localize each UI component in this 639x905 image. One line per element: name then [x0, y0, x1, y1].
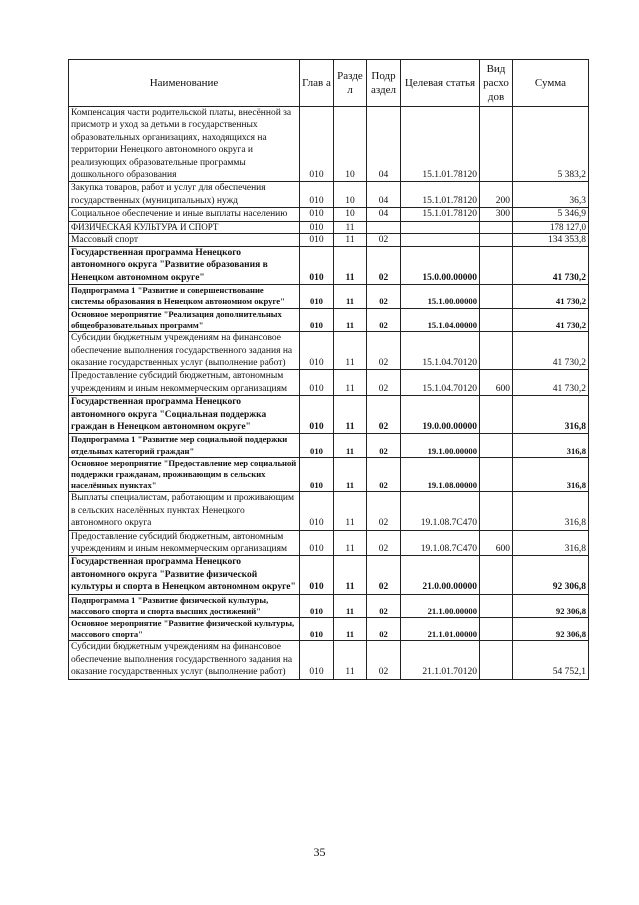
cell-glava: 010 [300, 594, 334, 617]
cell-vid [480, 457, 513, 492]
cell-name: Предоставление субсидий бюджетным, автономным учреждениям и иным некоммерческим организациям [69, 530, 300, 556]
cell-name: Выплаты специалистам, работающим и проживающим в сельских населённых пунктах Ненецкого автономного округа [69, 492, 300, 530]
table-row [69, 182, 589, 208]
cell-vid [480, 332, 513, 370]
cell-name: Подпрограмма 1 "Развитие и совершенствование системы образования в Ненецком автономном округе" [69, 285, 300, 308]
table-row [69, 618, 589, 641]
page-number: 35 [313, 845, 326, 859]
cell-vid [480, 396, 513, 434]
cell-vid [480, 556, 513, 594]
cell-target: 15.1.00.00000 [401, 285, 480, 308]
header-target: Целевая статья [401, 60, 480, 107]
cell-podrazdel: 02 [367, 492, 401, 530]
cell-vid [480, 594, 513, 617]
cell-name: Государственная программа Ненецкого автономного округа "Развитие образования в Ненецком автономном округе" [69, 247, 300, 285]
cell-target: 15.1.04.00000 [401, 308, 480, 331]
cell-glava: 010 [300, 332, 334, 370]
table-row [69, 308, 589, 331]
cell-sum: 54 752,1 [513, 641, 589, 679]
cell-glava: 010 [300, 308, 334, 331]
cell-vid: 600 [480, 370, 513, 396]
cell-glava: 010 [300, 434, 334, 457]
cell-sum: 41 730,2 [513, 285, 589, 308]
table-row [69, 247, 589, 285]
cell-glava: 010 [300, 370, 334, 396]
cell-target: 15.1.01.78120 [401, 182, 480, 208]
cell-sum: 41 730,2 [513, 370, 589, 396]
cell-sum: 316,8 [513, 396, 589, 434]
cell-vid [480, 618, 513, 641]
cell-name: Государственная программа Ненецкого автономного округа "Развитие физической культуры и спорта в Ненецком автономном округе" [69, 556, 300, 594]
cell-name: Основное мероприятие "Развитие физической культуры, массового спорта" [69, 618, 300, 641]
cell-glava: 010 [300, 641, 334, 679]
cell-vid: 200 [480, 182, 513, 208]
cell-target: 19.0.00.00000 [401, 396, 480, 434]
cell-razdel: 11 [334, 370, 367, 396]
table-row [69, 370, 589, 396]
cell-glava: 010 [300, 492, 334, 530]
cell-vid: 300 [480, 208, 513, 221]
table-row [69, 556, 589, 594]
cell-target: 21.0.00.00000 [401, 556, 480, 594]
header-vid: Вид расхо дов [480, 60, 513, 107]
cell-target: 21.1.01.70120 [401, 641, 480, 679]
cell-sum: 41 730,2 [513, 247, 589, 285]
cell-razdel: 11 [334, 396, 367, 434]
cell-target: 21.1.01.00000 [401, 618, 480, 641]
cell-target: 21.1.00.00000 [401, 594, 480, 617]
cell-glava: 010 [300, 396, 334, 434]
cell-razdel: 11 [334, 618, 367, 641]
header-razdel: Разде л [334, 60, 367, 107]
cell-glava: 010 [300, 182, 334, 208]
table-row [69, 457, 589, 492]
cell-razdel: 11 [334, 530, 367, 556]
cell-podrazdel: 02 [367, 308, 401, 331]
cell-sum: 41 730,2 [513, 308, 589, 331]
table-row [69, 396, 589, 434]
cell-sum: 316,8 [513, 457, 589, 492]
cell-razdel: 11 [334, 221, 367, 233]
cell-sum: 92 306,8 [513, 618, 589, 641]
cell-razdel: 10 [334, 107, 367, 182]
cell-razdel: 10 [334, 182, 367, 208]
cell-vid [480, 434, 513, 457]
cell-vid: 600 [480, 530, 513, 556]
cell-podrazdel: 04 [367, 182, 401, 208]
cell-vid [480, 107, 513, 182]
cell-glava: 010 [300, 233, 334, 246]
cell-sum: 316,8 [513, 492, 589, 530]
cell-podrazdel [367, 221, 401, 233]
cell-razdel: 11 [334, 434, 367, 457]
header-sum: Сумма [513, 60, 589, 107]
table-row [69, 434, 589, 457]
cell-razdel: 11 [334, 641, 367, 679]
cell-name: Государственная программа Ненецкого автономного округа "Социальная поддержка граждан в Ненецком автономном округе" [69, 396, 300, 434]
table-row [69, 332, 589, 370]
cell-razdel: 11 [334, 247, 367, 285]
cell-target [401, 221, 480, 233]
cell-name: Подпрограмма 1 "Развитие мер социальной поддержки отдельных категорий граждан" [69, 434, 300, 457]
budget-table [68, 59, 589, 680]
cell-podrazdel: 04 [367, 107, 401, 182]
cell-podrazdel: 02 [367, 396, 401, 434]
cell-glava: 010 [300, 556, 334, 594]
cell-target: 19.1.08.7С470 [401, 530, 480, 556]
cell-podrazdel: 02 [367, 247, 401, 285]
table-row [69, 641, 589, 679]
cell-name: Субсидии бюджетным учреждениям на финансовое обеспечение выполнения государственного задания на оказание государственных услуг (выполнение работ) [69, 332, 300, 370]
cell-podrazdel: 04 [367, 208, 401, 221]
table-row [69, 208, 589, 221]
cell-podrazdel: 02 [367, 285, 401, 308]
cell-name: Социальное обеспечение и иные выплаты населению [69, 208, 300, 221]
cell-name: Компенсация части родительской платы, внесённой за присмотр и уход за детьми в государственных образовательных организациях, находящихся на территории Ненецкого автономного округа и реализующих образовательные программы дошкольного образования [69, 107, 300, 182]
cell-glava: 010 [300, 208, 334, 221]
header-glava: Глав а [300, 60, 334, 107]
table-row [69, 233, 589, 246]
cell-vid [480, 641, 513, 679]
cell-name: Закупка товаров, работ и услуг для обеспечения государственных (муниципальных) нужд [69, 182, 300, 208]
table-header-row [69, 60, 589, 107]
cell-sum: 92 306,8 [513, 556, 589, 594]
cell-razdel: 11 [334, 594, 367, 617]
cell-target: 19.1.08.7С470 [401, 492, 480, 530]
table-row [69, 594, 589, 617]
cell-vid [480, 285, 513, 308]
cell-target [401, 233, 480, 246]
cell-razdel: 11 [334, 556, 367, 594]
cell-target: 15.1.01.78120 [401, 107, 480, 182]
cell-razdel: 11 [334, 492, 367, 530]
cell-razdel: 11 [334, 332, 367, 370]
cell-name: Субсидии бюджетным учреждениям на финансовое обеспечение выполнения государственного задания на оказание государственных услуг (выполнение работ) [69, 641, 300, 679]
cell-sum: 92 306,8 [513, 594, 589, 617]
header-name: Наименование [69, 60, 300, 107]
table-row [69, 107, 589, 182]
cell-sum: 36,3 [513, 182, 589, 208]
cell-glava: 010 [300, 457, 334, 492]
cell-podrazdel: 02 [367, 556, 401, 594]
cell-sum: 5 346,9 [513, 208, 589, 221]
cell-glava: 010 [300, 530, 334, 556]
cell-glava: 010 [300, 107, 334, 182]
cell-razdel: 10 [334, 208, 367, 221]
cell-sum: 134 353,8 [513, 233, 589, 246]
cell-target: 19.1.00.00000 [401, 434, 480, 457]
cell-razdel: 11 [334, 285, 367, 308]
cell-sum: 5 383,2 [513, 107, 589, 182]
cell-name: Массовый спорт [69, 233, 300, 246]
cell-name: Предоставление субсидий бюджетным, автономным учреждениям и иным некоммерческим организациям [69, 370, 300, 396]
cell-podrazdel: 02 [367, 641, 401, 679]
cell-name: Подпрограмма 1 "Развитие физической культуры, массового спорта и спорта высших достижений" [69, 594, 300, 617]
cell-target: 15.1.04.70120 [401, 370, 480, 396]
cell-sum: 178 127,0 [513, 221, 589, 233]
cell-podrazdel: 02 [367, 530, 401, 556]
cell-vid [480, 233, 513, 246]
cell-podrazdel: 02 [367, 594, 401, 617]
cell-vid [480, 247, 513, 285]
cell-target: 15.1.04.70120 [401, 332, 480, 370]
cell-name: Основное мероприятие "Предоставление мер социальной поддержки гражданам, проживающим в сельских населённых пунктах" [69, 457, 300, 492]
cell-vid [480, 308, 513, 331]
cell-podrazdel: 02 [367, 233, 401, 246]
header-podrazdel: Подр аздел [367, 60, 401, 107]
table-row [69, 492, 589, 530]
cell-glava: 010 [300, 285, 334, 308]
cell-glava: 010 [300, 247, 334, 285]
cell-razdel: 11 [334, 308, 367, 331]
cell-podrazdel: 02 [367, 370, 401, 396]
table-row [69, 221, 589, 233]
table-row [69, 285, 589, 308]
cell-razdel: 11 [334, 233, 367, 246]
cell-podrazdel: 02 [367, 618, 401, 641]
table-row [69, 530, 589, 556]
cell-target: 19.1.08.00000 [401, 457, 480, 492]
cell-razdel: 11 [334, 457, 367, 492]
table-body [69, 107, 589, 680]
cell-podrazdel: 02 [367, 332, 401, 370]
cell-glava: 010 [300, 221, 334, 233]
cell-sum: 41 730,2 [513, 332, 589, 370]
cell-vid [480, 492, 513, 530]
cell-sum: 316,8 [513, 530, 589, 556]
cell-target: 15.1.01.78120 [401, 208, 480, 221]
cell-podrazdel: 02 [367, 434, 401, 457]
cell-name: Основное мероприятие "Реализация дополнительных общеобразовательных программ" [69, 308, 300, 331]
cell-podrazdel: 02 [367, 457, 401, 492]
cell-name: ФИЗИЧЕСКАЯ КУЛЬТУРА И СПОРТ [69, 221, 300, 233]
cell-vid [480, 221, 513, 233]
cell-target: 15.0.00.00000 [401, 247, 480, 285]
cell-sum: 316,8 [513, 434, 589, 457]
cell-glava: 010 [300, 618, 334, 641]
